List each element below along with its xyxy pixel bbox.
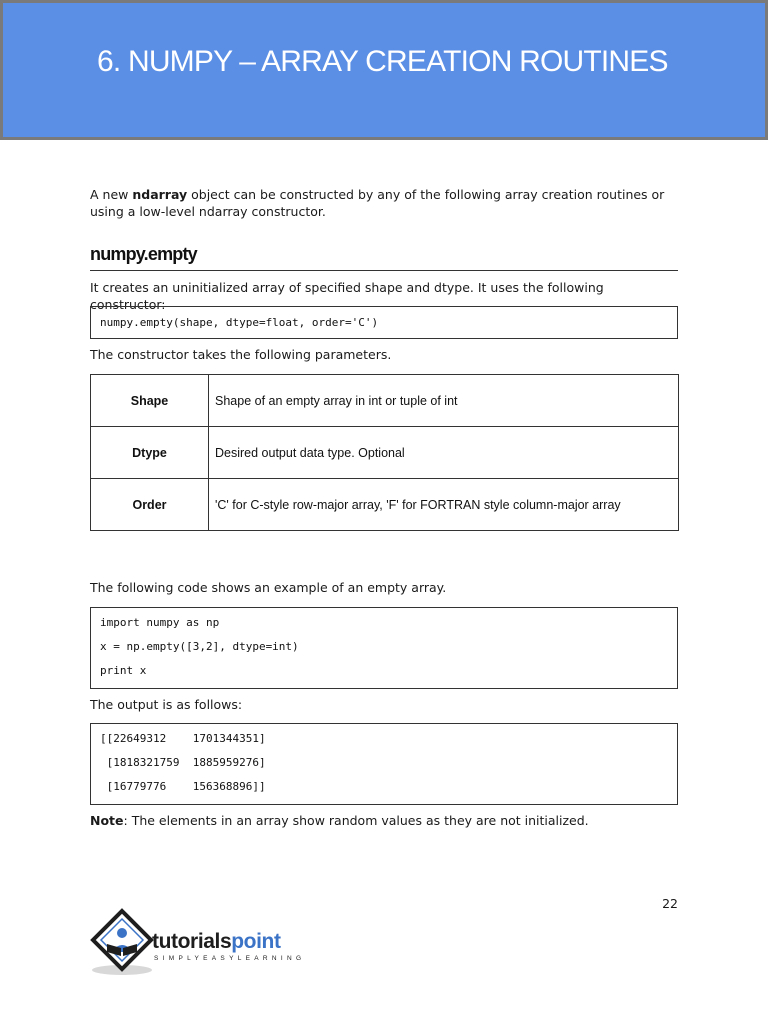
table-row bbox=[91, 479, 679, 531]
parameters-table bbox=[90, 374, 679, 531]
note-text: : The elements in an array show random values as they are not initialized. bbox=[123, 813, 589, 828]
example-intro: The following code shows an example of an empty array. bbox=[90, 580, 447, 595]
code-line: [16779776 156368896]] bbox=[100, 780, 266, 793]
intro-paragraph bbox=[90, 186, 678, 220]
param-description: 'C' for C-style row-major array, 'F' for FORTRAN style column-major array bbox=[209, 479, 679, 531]
code-line: numpy.empty(shape, dtype=float, order='C') bbox=[100, 316, 379, 329]
param-name: Order bbox=[91, 479, 209, 531]
logo-wordmark: tutorialspoint bbox=[152, 930, 281, 953]
param-name: Dtype bbox=[91, 427, 209, 479]
note-label: Note bbox=[90, 813, 124, 828]
table-row bbox=[91, 375, 679, 427]
code-line: print x bbox=[100, 664, 147, 677]
intro-bold-term: ndarray bbox=[132, 187, 188, 202]
section-heading: numpy.empty bbox=[90, 244, 678, 271]
tutorialspoint-logo bbox=[88, 908, 318, 980]
intro-text-start: A new bbox=[90, 187, 133, 202]
logo-tagline: SIMPLYEASYLEARNING bbox=[154, 955, 306, 962]
code-line: [1818321759 1885959276] bbox=[100, 756, 266, 769]
code-line: x = np.empty([3,2], dtype=int) bbox=[100, 640, 299, 653]
param-description: Shape of an empty array in int or tuple of int bbox=[209, 375, 679, 427]
example-code-box bbox=[90, 607, 678, 689]
param-description: Desired output data type. Optional bbox=[209, 427, 679, 479]
note-paragraph bbox=[90, 812, 678, 829]
table-row bbox=[91, 427, 679, 479]
param-name: Shape bbox=[91, 375, 209, 427]
chapter-banner bbox=[0, 0, 768, 140]
chapter-title: 6. NUMPY – ARRAY CREATION ROUTINES bbox=[97, 45, 668, 78]
section-description: It creates an uninitialized array of specified shape and dtype. It uses the following constructor: bbox=[90, 280, 604, 312]
constructor-code-box bbox=[90, 306, 678, 339]
code-line: [[22649312 1701344351] bbox=[100, 732, 266, 745]
page-number: 22 bbox=[662, 896, 678, 911]
logo-figure-head bbox=[117, 928, 127, 938]
intro-text-end: object can be constructed by any of the following array creation routines or using a low-level ndarray constructor. bbox=[90, 187, 665, 219]
code-line: import numpy as np bbox=[100, 616, 220, 629]
output-intro: The output is as follows: bbox=[90, 697, 243, 712]
output-code-box bbox=[90, 723, 678, 805]
params-intro: The constructor takes the following parameters. bbox=[90, 347, 392, 362]
